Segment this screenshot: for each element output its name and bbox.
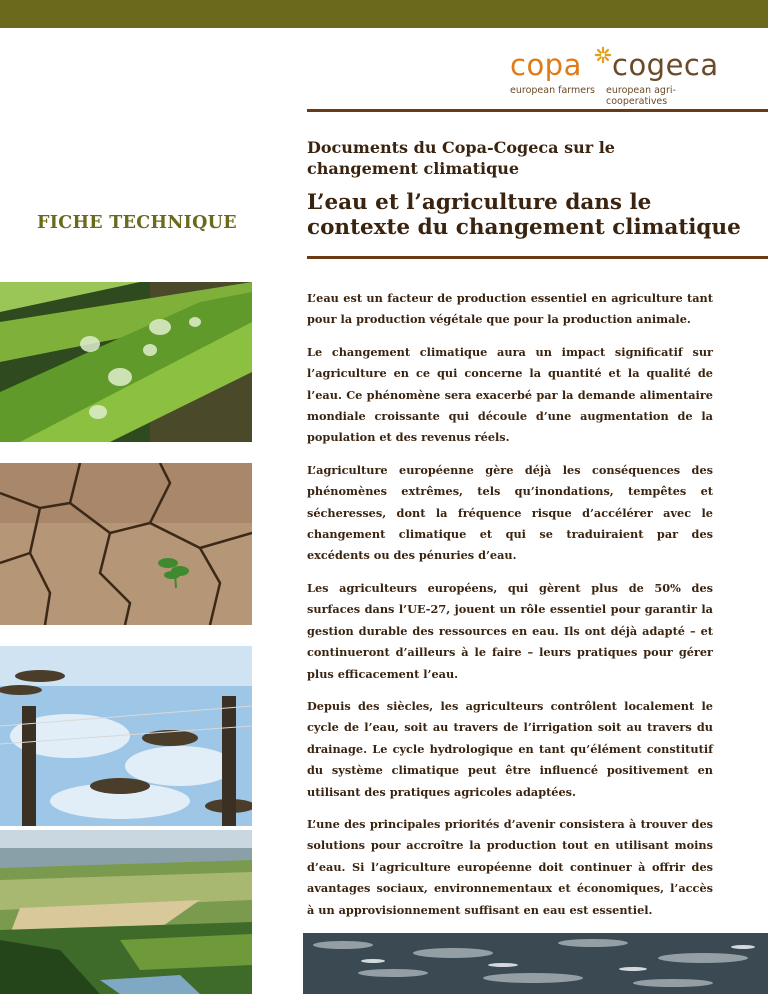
paragraph: L’une des principales priorités d’avenir consistera à trouver des solutions pour accroître la production tout en utilisant moins d’eau. Si l’agriculture européenne doit continuer à offrir des avantages sociaux, environnementaux et économiques, l’accès à un approvisionnement suffisant en eau est essentiel. xyxy=(307,816,713,917)
title-divider xyxy=(307,256,768,259)
paragraph: L’eau est un facteur de production essentiel en agriculture tant pour la production végétale que pour la production animale. xyxy=(307,291,713,327)
photo-cracked-earth xyxy=(0,463,252,625)
top-color-bar xyxy=(0,0,768,28)
document-main-title: L’eau et l’agriculture dans le contexte du changement climatique xyxy=(307,190,741,240)
logo-copa-word: copa xyxy=(510,48,582,82)
logo-cogeca-word: cogeca xyxy=(612,48,719,82)
copa-cogeca-logo xyxy=(510,48,730,107)
paragraph: Les agriculteurs européens, qui gèrent plus de 50% des surfaces dans l’UE-27, jouent un rôle essentiel pour garantir la gestion durable des ressources en eau. Ils ont déjà adapté – et continueront d’ailleurs à le faire – leurs pratiques pour gérer plus efficacement l’eau. xyxy=(307,580,713,681)
document-series-title: Documents du Copa-Cogeca sur le changement climatique xyxy=(307,138,615,178)
paragraph: Depuis des siècles, les agriculteurs contrôlent localement le cycle de l’eau, soit au travers de l’irrigation soit au travers du drainage. Le cycle hydrologique en tant qu’élément constitutif du système climatique peut être influencé positivement en utilisant des pratiques agricoles adaptées. xyxy=(307,698,713,799)
photo-water-surface xyxy=(303,933,768,994)
photo-grass-dew xyxy=(0,282,252,442)
logo-tagline-cooperatives: european agri-cooperatives xyxy=(606,85,676,107)
section-label: FICHE TECHNIQUE xyxy=(37,213,237,233)
photo-green-valley xyxy=(0,830,252,994)
logo-star-icon xyxy=(594,46,612,64)
photo-flooded-field xyxy=(0,646,252,826)
paragraph: Le changement climatique aura un impact significatif sur l’agriculture en ce qui concerne la quantité et la qualité de l’eau. Ce phénomène sera exacerbé par la demande alimentaire mondiale croissante qui découle d’une augmentation de la population et des revenus réels. xyxy=(307,344,713,445)
paragraph: L’agriculture européenne gère déjà les conséquences des phénomènes extrêmes, tels qu’inondations, tempêtes et sécheresses, dont la fréquence risque d’accélérer avec le changement climatique et qui se traduiraient par des excédents ou des pénuries d’eau. xyxy=(307,462,713,563)
body-text xyxy=(307,288,713,932)
logo-tagline-farmers: european farmers xyxy=(510,85,595,96)
header-divider xyxy=(307,109,768,112)
